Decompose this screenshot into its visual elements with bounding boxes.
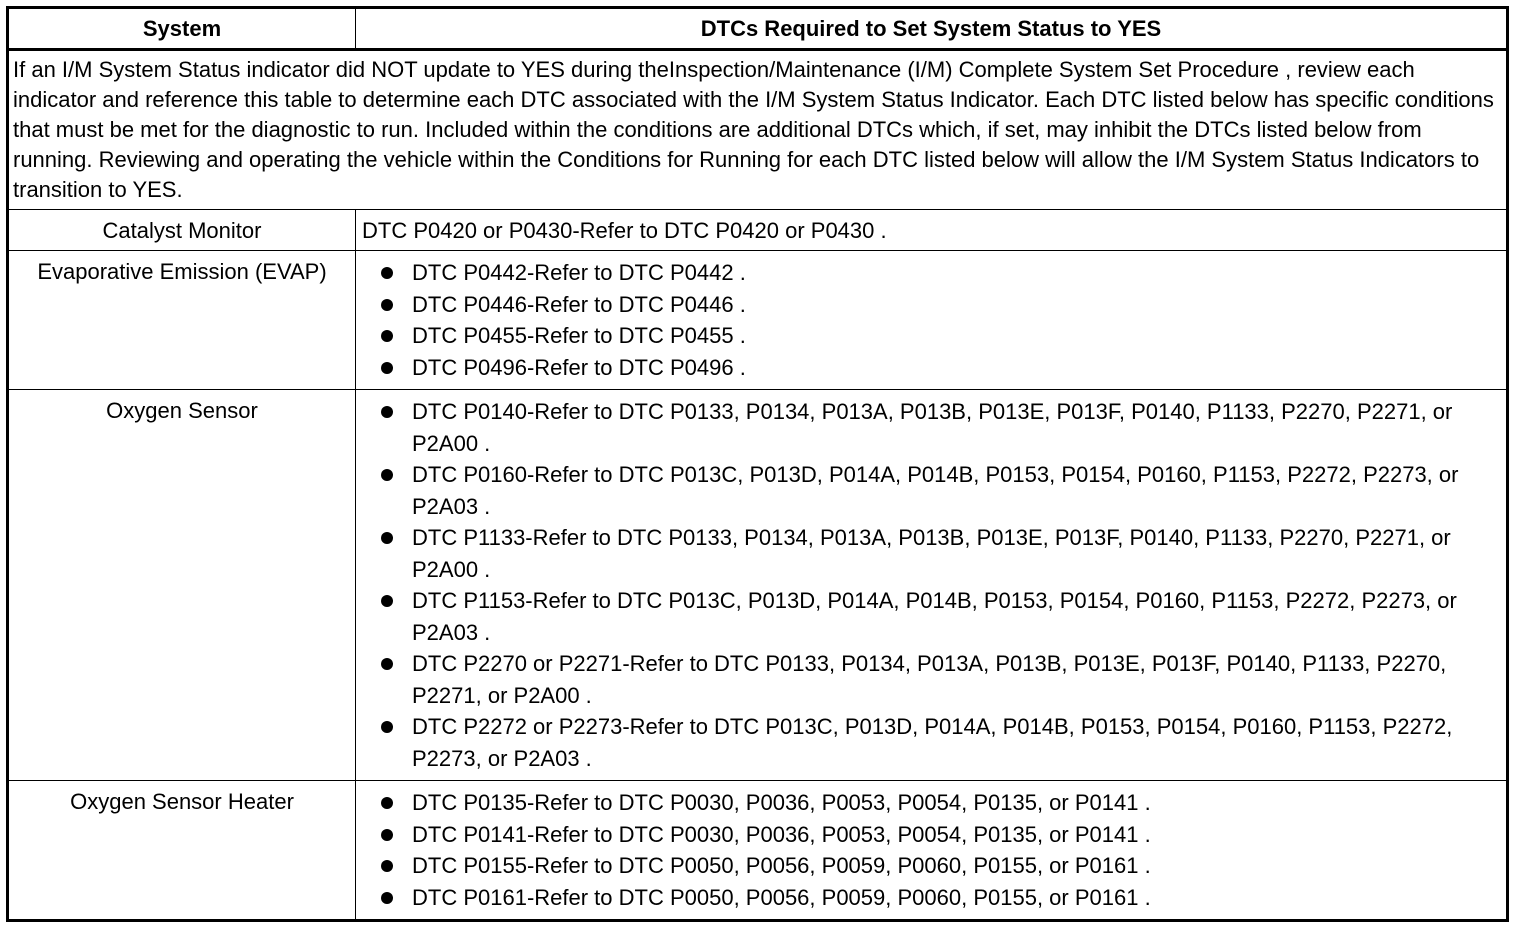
list-item [362,850,1502,882]
bullet-icon [381,532,393,544]
list-item-text: DTC P0442-Refer to DTC P0442 . [412,260,746,285]
list-item [362,396,1502,459]
list-item [362,711,1502,774]
dtc-list [362,257,1502,383]
list-item [362,882,1502,914]
bullet-icon [381,892,393,904]
system-cell: Oxygen Sensor Heater [8,781,356,921]
dtc-list [362,787,1502,913]
list-item [362,289,1502,321]
list-item [362,787,1502,819]
list-item-text: DTC P2272 or P2273-Refer to DTC P013C, P013D, P014A, P014B, P0153, P0154, P0160, P1153, P2272, P2273, or P2A03 . [412,714,1453,771]
list-item [362,352,1502,384]
dtc-list [362,396,1502,774]
table-row [8,210,1508,251]
system-cell: Evaporative Emission (EVAP) [8,251,356,390]
bullet-icon [381,362,393,374]
list-item [362,459,1502,522]
dtc-cell: DTC P0420 or P0430-Refer to DTC P0420 or P0430 . [356,210,1508,251]
list-item-text: DTC P0140-Refer to DTC P0133, P0134, P013A, P013B, P013E, P013F, P0140, P1133, P2270, P2271, or P2A00 . [412,399,1453,456]
dtc-cell [356,390,1508,781]
bullet-icon [381,299,393,311]
list-item [362,257,1502,289]
dtc-cell [356,781,1508,921]
dtc-status-table [6,6,1509,922]
list-item-text: DTC P1153-Refer to DTC P013C, P013D, P014A, P014B, P0153, P0154, P0160, P1153, P2272, P2273, or P2A03 . [412,588,1457,645]
table-row [8,390,1508,781]
list-item [362,585,1502,648]
list-item [362,320,1502,352]
list-item-text: DTC P0161-Refer to DTC P0050, P0056, P0059, P0060, P0155, or P0161 . [412,884,1151,910]
bullet-icon [381,829,393,841]
table-header-row [8,8,1508,50]
bullet-icon [381,406,393,418]
bullet-icon [381,860,393,872]
list-item-text: DTC P0155-Refer to DTC P0050, P0056, P0059, P0060, P0155, or P0161 . [412,853,1151,878]
table-row [8,781,1508,921]
list-item-text: DTC P1133-Refer to DTC P0133, P0134, P013A, P013B, P013E, P013F, P0140, P1133, P2270, P2271, or P2A00 . [412,525,1451,582]
list-item-text: DTC P0135-Refer to DTC P0030, P0036, P0053, P0054, P0135, or P0141 . [412,790,1151,815]
list-item-text: DTC P2270 or P2271-Refer to DTC P0133, P0134, P013A, P013B, P013E, P013F, P0140, P1133, P2270, P2271, or P2A00 . [412,651,1447,708]
bullet-icon [381,595,393,607]
dtc-cell [356,251,1508,390]
bullet-icon [381,658,393,670]
bullet-icon [381,267,393,279]
intro-row [8,50,1508,210]
bullet-icon [381,330,393,342]
column-header-system: System [8,8,356,50]
system-cell: Oxygen Sensor [8,390,356,781]
bullet-icon [381,797,393,809]
bullet-icon [381,469,393,481]
list-item [362,819,1502,851]
list-item-text: DTC P0496-Refer to DTC P0496 . [412,354,746,380]
list-item-text: DTC P0446-Refer to DTC P0446 . [412,291,746,317]
list-item-text: DTC P0455-Refer to DTC P0455 . [412,323,746,348]
bullet-icon [381,721,393,733]
list-item-text: DTC P0160-Refer to DTC P013C, P013D, P014A, P014B, P0153, P0154, P0160, P1153, P2272, P2273, or P2A03 . [412,462,1459,519]
document-page [6,6,1506,922]
list-item [362,522,1502,585]
table-row [8,251,1508,390]
system-cell: Catalyst Monitor [8,210,356,251]
list-item [362,648,1502,711]
column-header-dtcs: DTCs Required to Set System Status to YES [356,8,1508,50]
list-item-text: DTC P0141-Refer to DTC P0030, P0036, P0053, P0054, P0135, or P0141 . [412,821,1151,847]
intro-text: If an I/M System Status indicator did NOT update to YES during theInspection/Maintenance (I/M) Complete System Set Procedure , review each indicator and reference this table to determine each DTC associated with the I/M System Status Indicator. Each DTC listed below has specific conditions that must be met for the diagnostic to run. Included within the conditions are additional DTCs which, if set, may inhibit the DTCs listed below from running. Reviewing and operating the vehicle within the Conditions for Running for each DTC listed below will allow the I/M System Status Indicators to transition to YES. [8,50,1508,210]
